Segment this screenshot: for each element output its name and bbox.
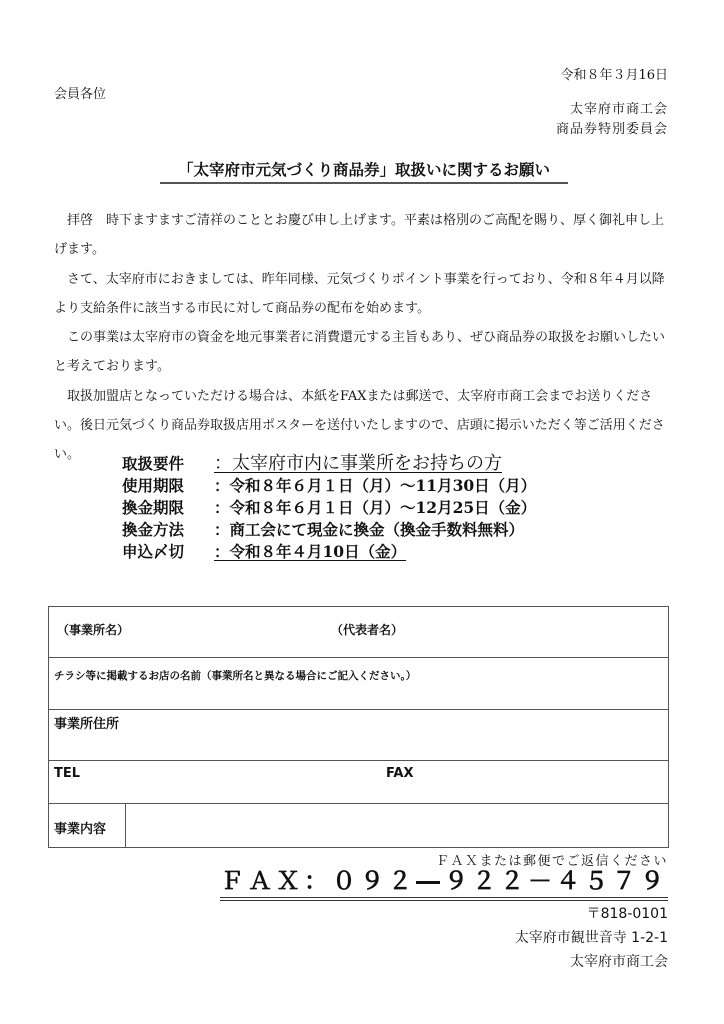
business-content-label-cell — [49, 804, 126, 848]
requirement-row — [122, 453, 536, 475]
requirement-label: 換金期限 — [122, 498, 185, 517]
shop-name-cell[interactable] — [49, 658, 669, 710]
requirement-row — [122, 519, 536, 541]
requirement-value: ：太宰府市内に事業所をお持ちの方 — [214, 453, 502, 474]
body-paragraph: 取扱加盟店となっていただける場合は、本紙をFAXまたは郵送で、太宰府市商工会までお送りください。後日元気づくり商品券取扱店用ポスターを送付いたしますので、店頭に掲示いただく等ご活用ください。 — [54, 388, 665, 463]
body-paragraph: さて、太宰府市におきましては、昨年同様、元気づくりポイント事業を行っており、令和８年４月以降より支給条件に該当する市民に対して商品券の配布を始めます。 — [54, 271, 665, 316]
postal-code: 〒818-0101 — [586, 906, 668, 922]
body-paragraph: この事業は太宰府市の資金を地元事業者に消費還元する主旨もあり、ぜひ商品券の取扱をお願いしたいと考えております。 — [54, 330, 666, 375]
shop-name-label: チラシ等に掲載するお店の名前（事業所名と異なる場合にご記入ください。） — [54, 670, 417, 682]
organization-name: 太宰府市商工会 — [570, 954, 668, 970]
street-address: 太宰府市観世音寺 1-2-1 — [514, 930, 668, 946]
business-name-cell[interactable] — [49, 607, 669, 658]
requirement-label: 換金方法 — [122, 520, 185, 539]
sender-block — [556, 100, 668, 140]
document-date: 令和８年３月16日 — [560, 68, 668, 83]
representative-label: （代表者名） — [331, 623, 404, 637]
requirement-value: ：令和８年４月10日（金） — [214, 542, 407, 561]
body-text — [54, 206, 674, 470]
address-cell[interactable] — [49, 710, 669, 761]
requirement-row — [122, 475, 536, 497]
requirement-value: ：令和８年６月１日（月）～12月25日（金） — [214, 498, 537, 517]
contact-address — [515, 902, 668, 974]
requirement-value: ：令和８年６月１日（月）～11月30日（月） — [214, 476, 537, 495]
business-name-label: （事業所名） — [57, 623, 130, 637]
document-title: 「太宰府市元気づくり商品券」取扱いに関するお願い — [160, 158, 568, 184]
business-content-label: 事業内容 — [54, 822, 107, 837]
requirement-row — [122, 497, 536, 519]
sender-org: 太宰府市商工会 — [569, 102, 668, 117]
fax-label: FAX — [386, 766, 414, 781]
requirement-label: 使用期限 — [122, 476, 185, 495]
address-label: 事業所住所 — [54, 717, 120, 732]
business-content-input-cell[interactable] — [126, 804, 669, 848]
requirement-row — [122, 541, 536, 563]
addressee: 会員各位 — [54, 87, 107, 102]
application-form — [48, 606, 669, 848]
reply-note: ＦＡＸまたは郵便でご返信ください — [435, 854, 668, 869]
tel-fax-cell[interactable] — [49, 761, 669, 804]
fax-number: ＦＡＸ：０９２―９２２－４５７９ — [220, 866, 668, 901]
requirement-label: 取扱要件 — [122, 454, 185, 473]
requirement-value: ：商工会にて現金に換金（換金手数料無料） — [214, 520, 525, 539]
requirement-label: 申込〆切 — [122, 542, 185, 561]
requirements-list — [122, 453, 536, 563]
tel-label: TEL — [54, 766, 81, 781]
sender-committee: 商品券特別委員会 — [555, 122, 668, 137]
body-paragraph: 拝啓 時下ますますご清祥のこととお慶び申し上げます。平素は格別のご高配を賜り、厚く御礼申し上げます。 — [54, 213, 664, 258]
